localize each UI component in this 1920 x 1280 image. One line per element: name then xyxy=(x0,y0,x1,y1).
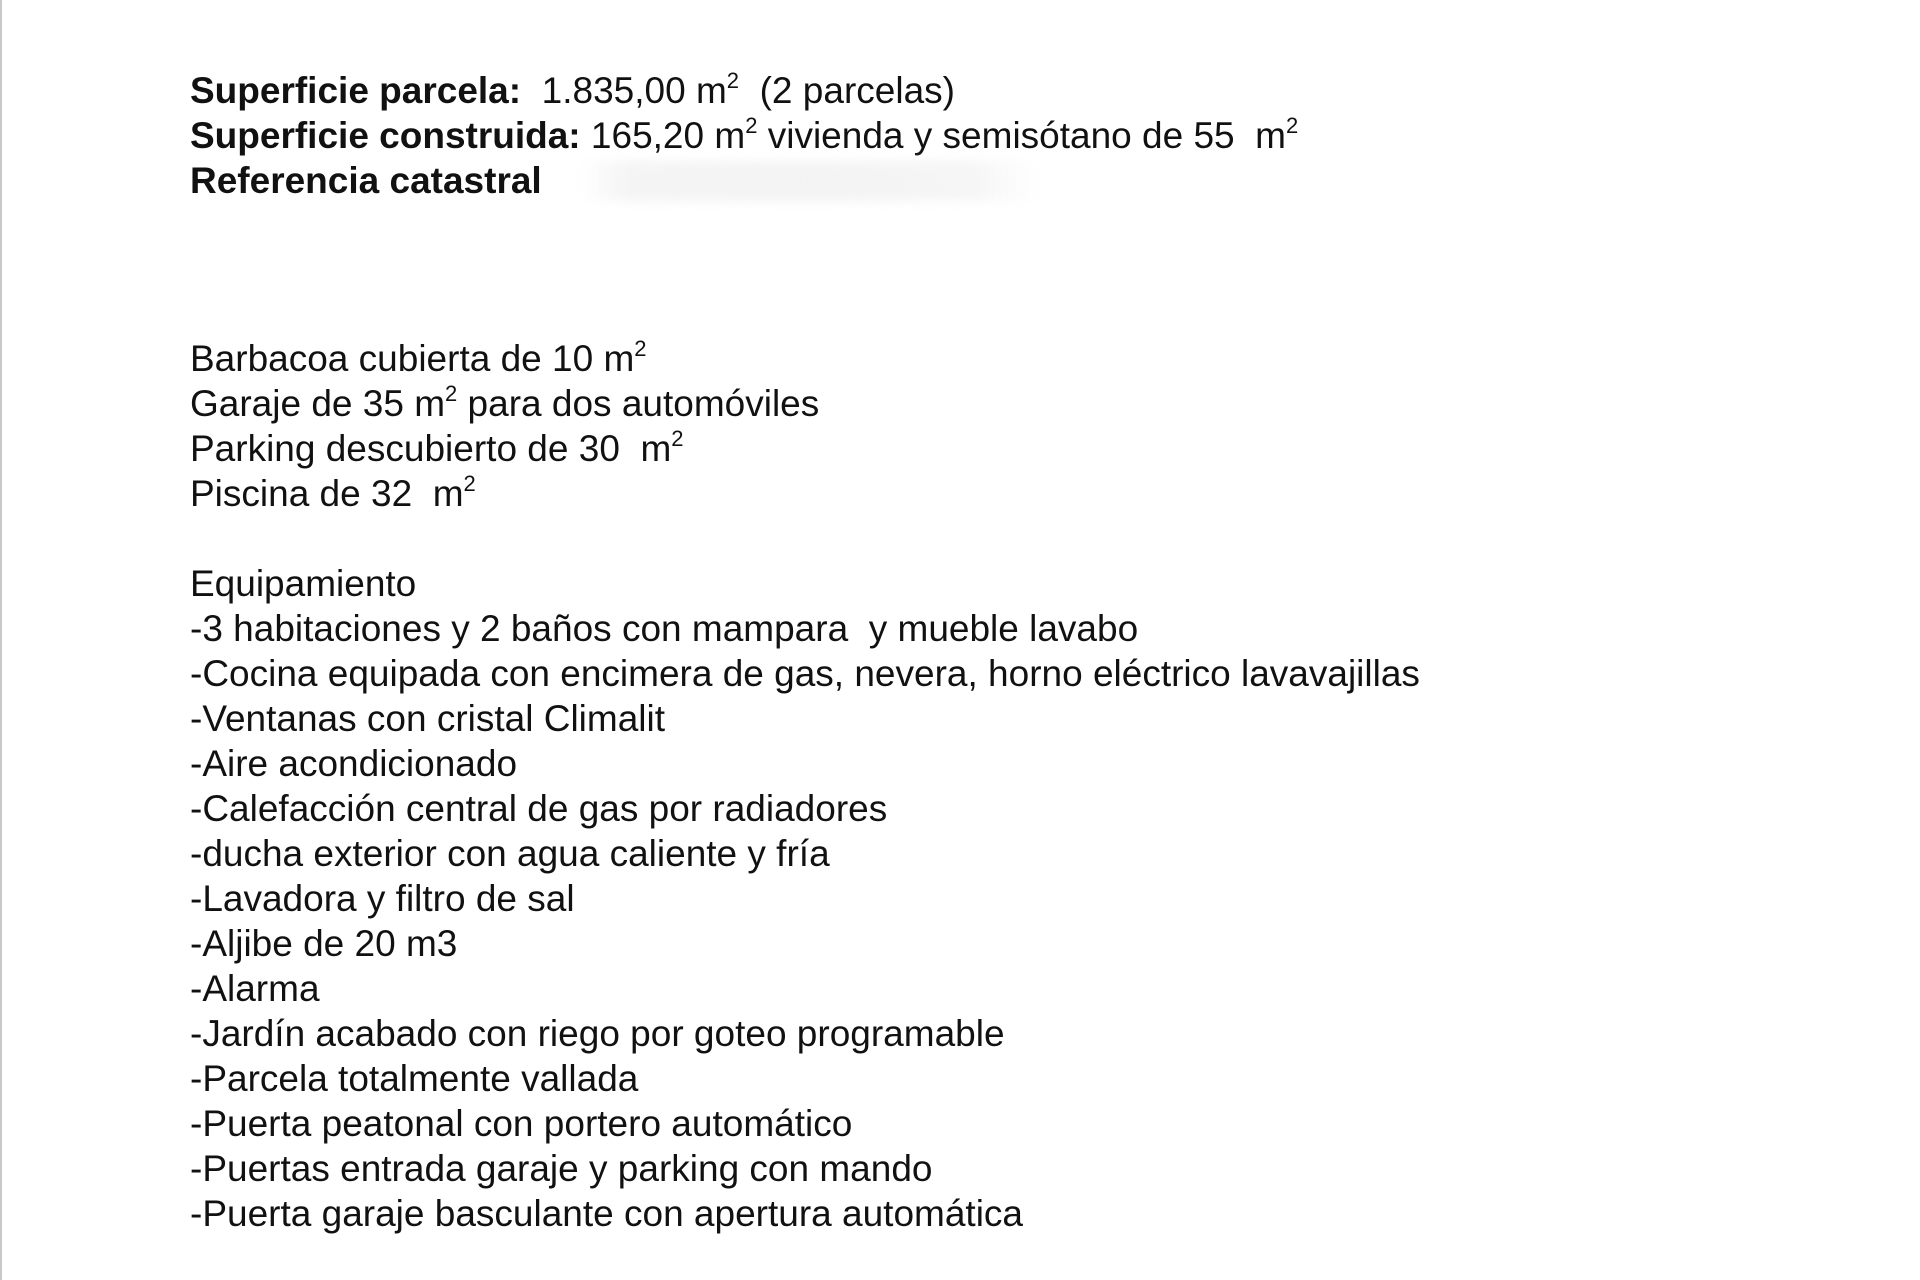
basement-unit-exponent: 2 xyxy=(1286,112,1299,138)
equipment-item: -Puerta peatonal con portero automático xyxy=(190,1103,853,1144)
extra-item-exponent: 2 xyxy=(445,380,458,406)
plot-area-line xyxy=(190,68,1840,113)
equipment-item: -Lavadora y filtro de sal xyxy=(190,878,575,919)
plot-area-label: Superficie parcela: xyxy=(190,70,522,111)
built-area-unit-exponent: 2 xyxy=(745,112,758,138)
property-document xyxy=(190,68,1840,1236)
plot-area-value: 1.835,00 m xyxy=(541,70,727,111)
equipment-item: -Calefacción central de gas por radiadores xyxy=(190,788,888,829)
section-spacer xyxy=(190,516,1840,561)
equipment-item: -Ventanas con cristal Climalit xyxy=(190,698,666,739)
page-left-edge xyxy=(0,0,2,1280)
section-spacer xyxy=(190,203,1840,336)
equipment-item: -3 habitaciones y 2 baños con mampara y mueble lavabo xyxy=(190,608,1139,649)
extra-item-garage xyxy=(190,381,1840,426)
equipment-item: -Aire acondicionado xyxy=(190,743,518,784)
built-area-label: Superficie construida: xyxy=(190,115,581,156)
cadastral-reference-label: Referencia catastral xyxy=(190,160,542,201)
built-area-detail: vivienda y semisótano de 55 m xyxy=(767,115,1287,156)
extra-item-parking xyxy=(190,426,1840,471)
extras-list xyxy=(190,336,1840,516)
plot-area-unit-exponent: 2 xyxy=(726,67,740,93)
equipment-item: -Aljibe de 20 m3 xyxy=(190,923,458,964)
extra-item-text: Garaje de 35 m xyxy=(190,383,446,424)
built-area-line xyxy=(190,113,1840,158)
equipment-heading: Equipamiento xyxy=(190,563,417,604)
equipment-item: -Alarma xyxy=(190,968,320,1009)
cadastral-reference-line xyxy=(190,158,1840,203)
extra-item-barbecue xyxy=(190,336,1840,381)
equipment-item: -Cocina equipada con encimera de gas, nevera, horno eléctrico lavavajillas xyxy=(190,653,1420,694)
extra-item-text: Piscina de 32 m xyxy=(190,473,464,514)
redacted-cadastral-value xyxy=(580,161,1040,201)
equipment-list xyxy=(190,606,1840,1236)
extra-item-exponent: 2 xyxy=(671,425,684,451)
equipment-item: -Puertas entrada garaje y parking con mando xyxy=(190,1148,933,1189)
extra-item-exponent: 2 xyxy=(463,470,476,496)
equipment-item: -Jardín acabado con riego por goteo programable xyxy=(190,1013,1005,1054)
equipment-item: -Parcela totalmente vallada xyxy=(190,1058,639,1099)
equipment-item: -ducha exterior con agua caliente y fría xyxy=(190,833,830,874)
extra-item-exponent: 2 xyxy=(634,335,647,361)
extra-item-pool xyxy=(190,471,1840,516)
extra-item-after: para dos automóviles xyxy=(457,383,820,424)
extra-item-text: Parking descubierto de 30 m xyxy=(190,428,672,469)
built-area-value: 165,20 m xyxy=(590,115,746,156)
plot-area-suffix: (2 parcelas) xyxy=(759,70,955,111)
extra-item-text: Barbacoa cubierta de 10 m xyxy=(190,338,635,379)
equipment-item: -Puerta garaje basculante con apertura automática xyxy=(190,1193,1024,1234)
